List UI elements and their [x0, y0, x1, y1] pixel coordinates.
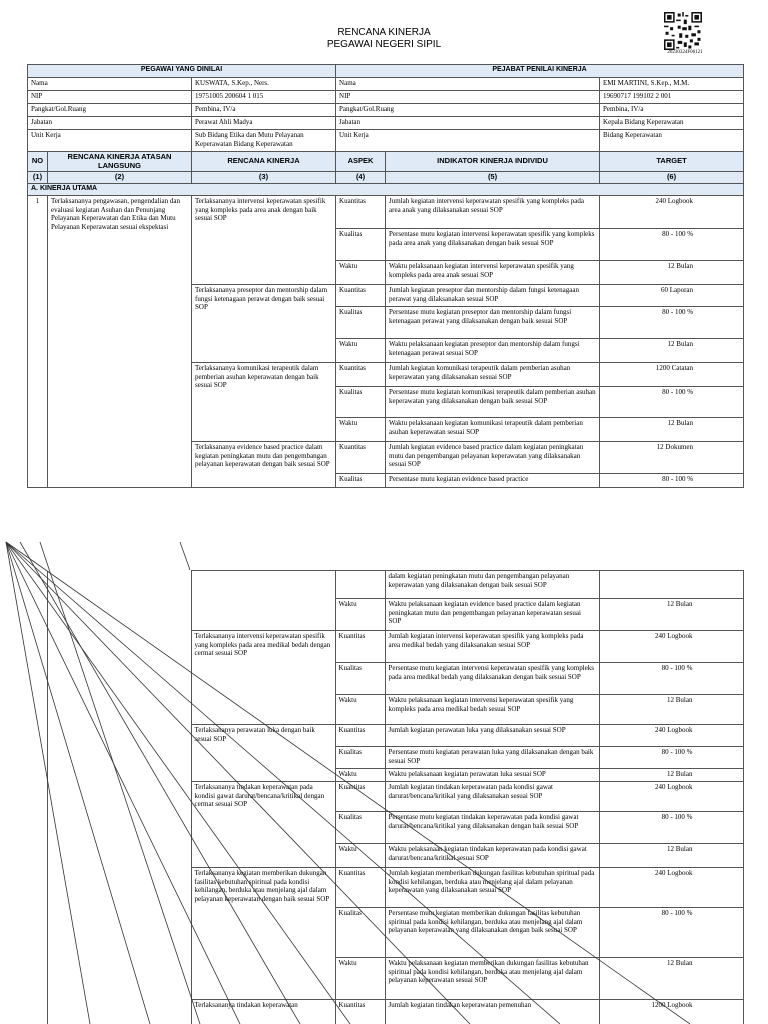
target: 12 Bulan	[599, 844, 743, 868]
pegawai-label-pangkat: Pangkat/Gol.Ruang	[28, 104, 192, 117]
aspek: Kualitas	[335, 908, 385, 958]
qr-code-icon	[664, 12, 702, 50]
target: 80 - 100 %	[600, 387, 744, 418]
indikator: Waktu pelaksanaan kegiatan komunikasi terapeutik dalam pemberian asuhan keperawatan sesuai SOP	[386, 418, 600, 442]
col-number-3: (3)	[192, 172, 336, 184]
target: 240 Logbook	[600, 196, 744, 229]
target: 80 - 100 %	[600, 229, 744, 261]
target: 80 - 100 %	[600, 307, 744, 339]
aspek: Kuantitas	[336, 196, 386, 229]
kinerja-table-page-1	[27, 64, 744, 488]
col-number-6: (6)	[600, 172, 744, 184]
target: 12 Bulan	[600, 339, 744, 363]
aspek: Waktu	[335, 958, 385, 1000]
pejabat-label-unit: Unit Kerja	[336, 130, 600, 152]
col-header-rencana: RENCANA KINERJA	[192, 152, 336, 172]
indikator: Persentase mutu kegiatan tindakan keperawatan pada kondisi gawat darurat/bencana/kritikal yang dilaksanakan dengan baik sesuai SOP	[385, 812, 599, 844]
indikator: Waktu pelaksanaan kegiatan memberikan dukungan fasilitas kebutuhan spiritual pada kondisi kehilangan, berduka atau menjelang ajal dalam pelayanan keperawatan sesuai SOP	[385, 958, 599, 1000]
target: 240 Logbook	[599, 782, 743, 812]
target: 12 Bulan	[600, 261, 744, 285]
indikator: Waktu pelaksanaan kegiatan evidence based practice dalam kegiatan peningkatan mutu dan pengembangan pelayanan keperawatan sesuai SOP	[385, 599, 599, 631]
aspek: Kualitas	[335, 747, 385, 769]
indikator: Persentase mutu kegiatan evidence based practice	[386, 474, 600, 488]
document-page-2	[0, 540, 768, 1024]
pejabat-header: PEJABAT PENILAI KINERJA	[336, 65, 744, 78]
aspek: Waktu	[336, 261, 386, 285]
indikator: Waktu pelaksanaan kegiatan intervensi keperawatan spesifik yang kompleks pada area anak sesuai SOP	[386, 261, 600, 285]
aspek: Kuantitas	[336, 363, 386, 387]
indikator: Persentase mutu kegiatan perawatan luka yang dilaksanakan dengan baik sesuai SOP	[385, 747, 599, 769]
aspek: Kuantitas	[335, 782, 385, 812]
rencana-kinerja: Terlaksananya evidence based practice dalam kegiatan peningkatan mutu dan pengembangan pelayanan keperawatan dengan baik sesuai SOP	[192, 442, 336, 488]
pegawai-value-pangkat: Pembina, IV/a	[192, 104, 336, 117]
target: 80 - 100 %	[599, 908, 743, 958]
aspek: Kualitas	[336, 307, 386, 339]
indikator: Jumlah kegiatan evidence based practice dalam kegiatan peningkatan mutu dan pengembangan pelayanan keperawatan yang dilaksanakan sesuai SOP	[386, 442, 600, 474]
qr-code-number: 20230324F06121	[667, 50, 703, 55]
aspek: Kualitas	[336, 229, 386, 261]
target: 1200 Catatan	[600, 363, 744, 387]
indikator: Waktu pelaksanaan kegiatan tindakan keperawatan pada kondisi gawat darurat/bencana/kritikal sesuai SOP	[385, 844, 599, 868]
aspek: Waktu	[335, 695, 385, 725]
indikator: Persentase mutu kegiatan komunikasi terapeutik dalam pemberian asuhan keperawatan yang dilaksanakan dengan baik sesuai SOP	[386, 387, 600, 418]
col-header-aspek: ASPEK	[336, 152, 386, 172]
rencana-atasan: Terlaksananya pengawasan, pengendalian dan evaluasi kegiatan Asuhan dan Penunjang Pelayanan Keperawatan dan Etika dan Mutu Pelayanan Keperawatan sesuai ekspektasi	[48, 196, 192, 488]
col-number-5: (5)	[386, 172, 600, 184]
indikator-cont: dalam kegiatan peningkatan mutu dan pengembangan pelayanan keperawatan yang dilaksanakan dengan baik sesuai SOP	[385, 571, 599, 599]
indikator: Persentase mutu kegiatan intervensi keperawatan spesifik yang kompleks pada area medikal bedah yang dilaksanakan dengan baik sesuai SOP	[385, 663, 599, 695]
indikator: Persentase mutu kegiatan memberikan dukungan fasilitas kebutuhan spiritual pada kondisi kehilangan, berduka atau menjelang ajal dalam pelayanan keperawatan yang dilaksanakan dengan baik sesuai SOP	[385, 908, 599, 958]
target	[599, 571, 743, 599]
target: 80 - 100 %	[599, 663, 743, 695]
aspek: Kualitas	[335, 663, 385, 695]
col-number-2: (2)	[48, 172, 192, 184]
indikator: Jumlah kegiatan memberikan dukungan fasilitas kebutuhan spiritual pada kondisi kehilangan, berduka atau menjelang ajal dalam pelayanan keperawatan yang dilaksanakan sesuai SOP	[385, 868, 599, 908]
rencana-kinerja: Terlaksananya kegiatan memberikan dukungan fasilitas kebutuhan spiritual pada kondisi kehilangan, berduka atau menjelang ajal dalam pelayanan keperawatan dengan baik sesuai SOP	[191, 868, 335, 1000]
target: 240 Logbook	[599, 868, 743, 908]
indikator: Jumlah kegiatan preseptor dan mentorship dalam fungsi ketenagaan perawat yang dilaksanakan sesuai SOP	[386, 285, 600, 307]
indikator: Jumlah kegiatan intervensi keperawatan spesifik yang kompleks pada area medikal bedah yang dilaksanakan sesuai SOP	[385, 631, 599, 663]
rencana-kinerja-cont	[191, 571, 335, 631]
target: 60 Laporan	[600, 285, 744, 307]
indikator: Jumlah kegiatan intervensi keperawatan spesifik yang kompleks pada area anak yang dilaksanakan sesuai SOP	[386, 196, 600, 229]
indikator: Waktu pelaksanaan kegiatan preseptor dan mentorship dalam fungsi ketenagaan perawat sesuai SOP	[386, 339, 600, 363]
section-kinerja-utama: A. KINERJA UTAMA	[28, 184, 744, 196]
aspek	[335, 571, 385, 599]
target: 240 Logbook	[599, 725, 743, 747]
rencana-kinerja: Terlaksananya intervensi keperawatan spesifik yang kompleks pada area medikal bedah dengan cermat sesuai SOP	[191, 631, 335, 725]
pegawai-label-nip: NIP	[28, 91, 192, 104]
aspek: Kuantitas	[335, 631, 385, 663]
pegawai-label-unit: Unit Kerja	[28, 130, 192, 152]
pegawai-label-jabatan: Jabatan	[28, 117, 192, 130]
kinerja-table-page-2	[27, 570, 744, 1024]
col-header-indikator: INDIKATOR KINERJA INDIVIDU	[386, 152, 600, 172]
target: 12 Bulan	[599, 769, 743, 782]
col-number-1: (1)	[28, 172, 48, 184]
aspek: Kuantitas	[335, 868, 385, 908]
aspek: Waktu	[336, 418, 386, 442]
document-title: RENCANA KINERJA	[337, 27, 431, 38]
target: 80 - 100 %	[599, 812, 743, 844]
rencana-kinerja: Terlaksananya intervensi keperawatan spesifik yang kompleks pada area anak dengan baik sesuai SOP	[192, 196, 336, 285]
target: 12 Bulan	[599, 695, 743, 725]
indikator: Jumlah kegiatan perawatan luka yang dilaksanakan sesuai SOP	[385, 725, 599, 747]
aspek: Waktu	[336, 339, 386, 363]
aspek: Kualitas	[335, 812, 385, 844]
aspek: Kualitas	[336, 474, 386, 488]
indikator: Jumlah kegiatan tindakan keperawatan pada kondisi gawat darurat/bencana/kritikal yang dilaksanakan sesuai SOP	[385, 782, 599, 812]
indikator: Waktu pelaksanaan kegiatan perawatan luka sesuai SOP	[385, 769, 599, 782]
rencana-kinerja: Terlaksananya tindakan keperawatan pada kondisi gawat darurat/bencana/kritikal dengan cermat sesuai SOP	[191, 782, 335, 868]
row-number-cont	[27, 571, 47, 1024]
aspek: Kuantitas	[336, 442, 386, 474]
document-subtitle: PEGAWAI NEGERI SIPIL	[326, 39, 442, 50]
pejabat-value-nip: 19690717 199102 2 001	[600, 91, 744, 104]
target: 12 Bulan	[599, 599, 743, 631]
pejabat-label-nama: Nama	[336, 78, 600, 91]
aspek: Waktu	[335, 769, 385, 782]
row-number: 1	[28, 196, 48, 488]
pegawai-header: PEGAWAI YANG DINILAI	[28, 65, 336, 78]
rencana-kinerja: Terlaksananya tindakan keperawatan	[191, 1000, 335, 1024]
rencana-kinerja: Terlaksananya preseptor dan mentorship dalam fungsi ketenagaan perawat dengan baik sesuai SOP	[192, 285, 336, 363]
target: 80 - 100 %	[599, 747, 743, 769]
aspek: Kuantitas	[335, 725, 385, 747]
rencana-atasan-cont	[47, 571, 191, 1024]
pegawai-label-nama: Nama	[28, 78, 192, 91]
pegawai-value-jabatan: Perawat Ahli Madya	[192, 117, 336, 130]
rencana-kinerja: Terlaksananya komunikasi terapeutik dalam pemberian asuhan keperawatan dengan baik sesuai SOP	[192, 363, 336, 442]
pejabat-label-nip: NIP	[336, 91, 600, 104]
pegawai-value-nama: KUSWATA, S.Kep., Ners.	[192, 78, 336, 91]
pejabat-value-nama: EMI MARTINI, S.Kep., M.M.	[600, 78, 744, 91]
aspek: Kuantitas	[335, 1000, 385, 1024]
pejabat-value-pangkat: Pembina, IV/a	[600, 104, 744, 117]
rencana-kinerja: Terlaksananya perawatan luka dengan baik sesuai SOP	[191, 725, 335, 782]
pejabat-value-jabatan: Kepala Bidang Keperawatan	[600, 117, 744, 130]
target: 80 - 100 %	[600, 474, 744, 488]
col-header-no: NO	[28, 152, 48, 172]
target: 12 Bulan	[599, 958, 743, 1000]
indikator: Jumlah kegiatan komunikasi terapeutik dalam pemberian asuhan keperawatan yang dilaksanakan sesuai SOP	[386, 363, 600, 387]
aspek: Kuantitas	[336, 285, 386, 307]
indikator: Waktu pelaksanaan kegiatan intervensi keperawatan spesifik yang kompleks pada area medikal bedah sesuai SOP	[385, 695, 599, 725]
pegawai-value-nip: 19751005 200604 1 015	[192, 91, 336, 104]
indikator: Jumlah kegiatan tindakan keperawatan pemenuhan	[385, 1000, 599, 1024]
aspek: Waktu	[335, 599, 385, 631]
pejabat-value-unit: Bidang Keperawatan	[600, 130, 744, 152]
aspek: Waktu	[335, 844, 385, 868]
col-number-4: (4)	[336, 172, 386, 184]
target: 12 Dokumen	[600, 442, 744, 474]
target: 240 Logbook	[599, 631, 743, 663]
indikator: Persentase mutu kegiatan preseptor dan mentorship dalam fungsi ketenagaan perawat yang dilaksanakan dengan baik sesuai SOP	[386, 307, 600, 339]
aspek: Kualitas	[336, 387, 386, 418]
col-header-target: TARGET	[600, 152, 744, 172]
pejabat-label-pangkat: Pangkat/Gol.Ruang	[336, 104, 600, 117]
col-header-atasan: RENCANA KINERJA ATASAN LANGSUNG	[48, 152, 192, 172]
target: 1200 Logbook	[599, 1000, 743, 1024]
indikator: Persentase mutu kegiatan intervensi keperawatan spesifik yang kompleks pada area anak yang dilaksanakan dengan baik sesuai SOP	[386, 229, 600, 261]
pegawai-value-unit: Sub Bidang Etika dan Mutu Pelayanan Keperawatan Bidang Keperawatan	[192, 130, 336, 152]
pejabat-label-jabatan: Jabatan	[336, 117, 600, 130]
target: 12 Bulan	[600, 418, 744, 442]
